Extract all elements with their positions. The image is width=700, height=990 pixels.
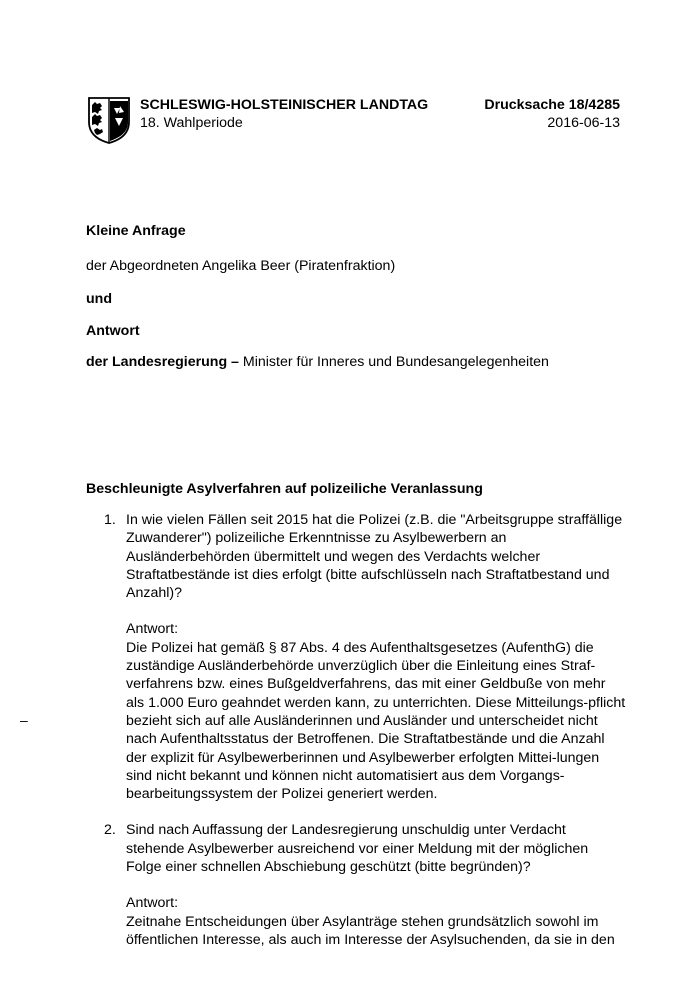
coat-of-arms-icon <box>86 96 132 144</box>
conjunction: und <box>86 291 112 307</box>
inquiry-type: Kleine Anfrage <box>86 223 186 239</box>
legislative-period: 18. Wahlperiode <box>140 115 243 131</box>
inquiry-author: der Abgeordneten Angelika Beer (Piratenfraktion) <box>86 258 396 274</box>
institution-name: SCHLESWIG-HOLSTEINISCHER LANDTAG <box>140 97 429 113</box>
responder-bold: der Landesregierung – <box>86 354 239 370</box>
document-date: 2016-06-13 <box>547 115 620 131</box>
list-item <box>86 821 626 949</box>
document-number: Drucksache 18/4285 <box>484 97 620 113</box>
question-list <box>86 511 626 949</box>
question-number: 2. <box>104 822 116 839</box>
list-item <box>86 511 626 803</box>
answer-block <box>126 620 626 803</box>
margin-mark: – <box>20 712 28 728</box>
answer-heading: Antwort <box>86 323 140 339</box>
answer-label: Antwort: <box>126 895 179 912</box>
question-number: 1. <box>104 512 116 528</box>
section-title: Beschleunigte Asylverfahren auf polizeiliche Veranlassung <box>86 481 483 497</box>
answer-block <box>126 894 626 949</box>
answer-text: Die Polizei hat gemäß § 87 Abs. 4 des Aufenthaltsgesetzes (AufenthG) die zuständige Ausländerbehörde unverzüglich über die Einleitung eines Straf-verfahrens bzw. eines Bußgeldverfahrens, das mit einer Geldbuße von mehr als 1.000 Euro geahndet werden kann, zu unterrichten. Diese Mitteilungs-pflicht bezieht sich auf alle Ausländerinnen und Ausländer und unterscheidet nicht nach Aufenthaltsstatus der Betroffenen. Die Straftatbestände und die Anzahl der explizit für Asylbewerberinnen und Asylbewerber erfolgten Mittei-lungen sind nicht bekannt und können nicht automatisiert aus dem Vorgangs-bearbeitungssystem der Polizei generiert werden. <box>126 639 626 803</box>
answer-label: Antwort: <box>126 621 179 638</box>
question-text: Sind nach Auffassung der Landesregierung unschuldig unter Verdacht stehende Asylbewerber ausreichend vor einer Meldung mit der möglichen Folge einer schnellen Abschiebung geschützt (bitte begründen)? <box>126 822 589 876</box>
responder-line <box>86 353 549 371</box>
question-text: In wie vielen Fällen seit 2015 hat die Polizei (z.B. die "Arbeitsgruppe straffällige Zuwanderer") polizeiliche Erkenntnisse zu Asylbewerbern an Ausländerbehörden übermittelt und wegen des Verdachts welcher Straftatbestände ist dies erfolgt (bitte aufschlüsseln nach Straftatbestand und Anzahl)? <box>126 512 623 602</box>
responder-rest: Minister für Inneres und Bundesangelegenheiten <box>238 354 549 370</box>
answer-text: Zeitnahe Entscheidungen über Asylanträge stehen grundsätzlich sowohl im öffentlichen Interesse, als auch im Interesse der Asylsuchenden, da sie in den <box>126 913 615 948</box>
